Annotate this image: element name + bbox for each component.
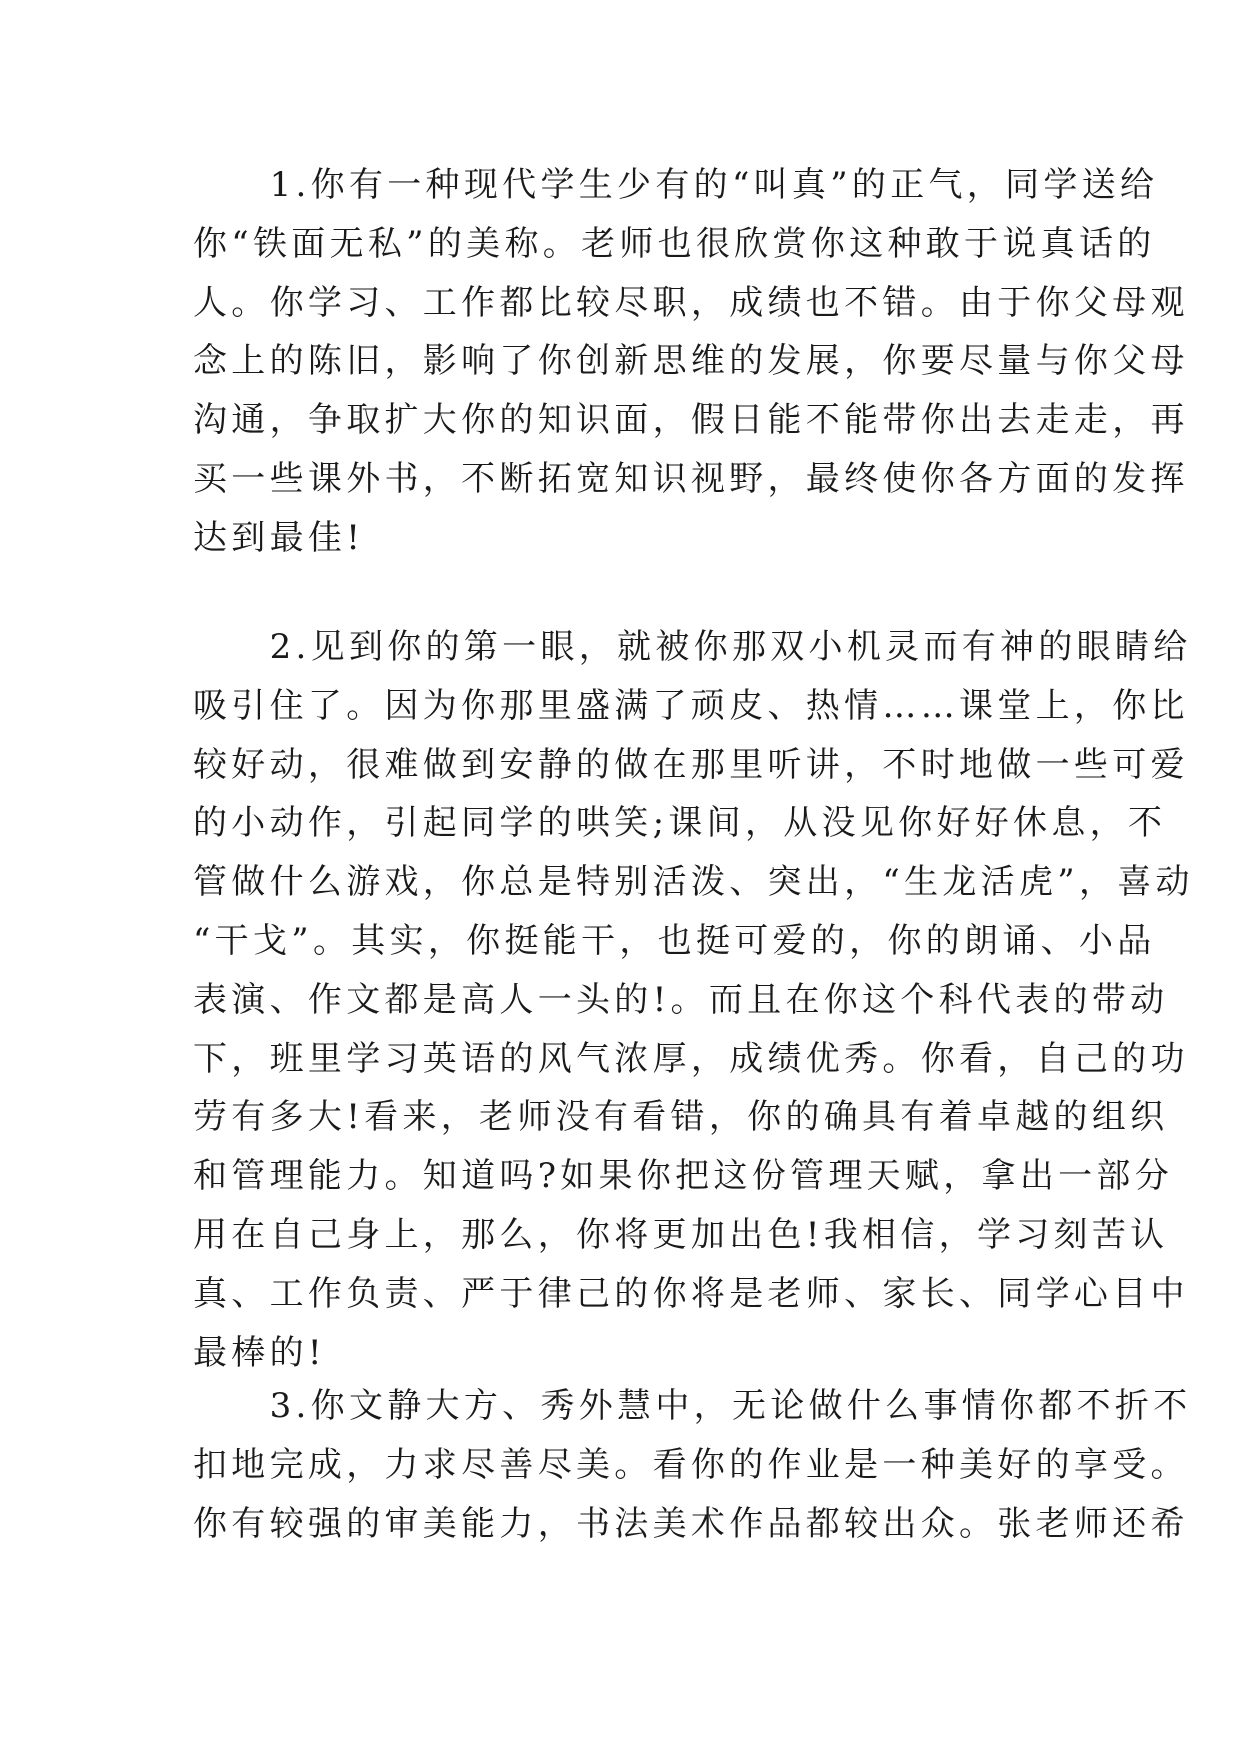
- paragraph-2-line-7: 表演、作文都是高人一头的!。而且在你这个科代表的带动: [193, 979, 1169, 1020]
- paragraph-3-line-2: 扣地完成，力求尽善尽美。看你的作业是一种美好的享受。: [193, 1444, 1189, 1485]
- paragraph-2-line-4: 的小动作，引起同学的哄笑;课间，从没见你好好休息，不: [193, 803, 1167, 844]
- paragraph-2-line-13: 最棒的!: [193, 1332, 326, 1373]
- paragraph-1: [193, 156, 1189, 568]
- paragraph-3-line-1: 3.你文静大方、秀外慧中，无论做什么事情你都不折不: [193, 1386, 1192, 1426]
- paragraph-2-line-9: 劳有多大!看来，老师没有看错，你的确具有着卓越的组织: [193, 1097, 1169, 1138]
- paragraph-2-line-6: “干戈”。其实，你挺能干，也挺可爱的，你的朗诵、小品: [193, 920, 1156, 961]
- paragraph-1-line-7: 达到最佳!: [193, 517, 365, 558]
- paragraph-3-line-3: 你有较强的审美能力，书法美术作品都较出众。张老师还希: [193, 1503, 1189, 1544]
- paragraph-2-line-12: 真、工作负责、严于律己的你将是老师、家长、同学心目中: [193, 1273, 1189, 1314]
- paragraph-2-line-1: 2.见到你的第一眼，就被你那双小机灵而有神的眼睛给: [193, 627, 1192, 667]
- paragraph-2-line-5: 管做什么游戏，你总是特别活泼、突出，“生龙活虎”，喜动: [193, 862, 1194, 903]
- paragraph-1-line-2: 你“铁面无私”的美称。老师也很欣赏你这种敢于说真话的: [193, 223, 1156, 264]
- paragraph-2-line-8: 下，班里学习英语的风气浓厚，成绩优秀。你看，自己的功: [193, 1038, 1189, 1079]
- paragraph-2-line-2: 吸引住了。因为你那里盛满了顽皮、热情……课堂上，你比: [193, 685, 1189, 726]
- paragraph-1-line-1: 1.你有一种现代学生少有的“叫真”的正气，同学送给: [193, 165, 1159, 205]
- paragraph-3: [193, 1377, 1192, 1553]
- paragraph-2-line-10: 和管理能力。知道吗?如果你把这份管理天赋，拿出一部分: [193, 1156, 1174, 1197]
- paragraph-1-line-5: 沟通，争取扩大你的知识面，假日能不能带你出去走走，再: [193, 400, 1189, 441]
- paragraph-1-line-4: 念上的陈旧，影响了你创新思维的发展，你要尽量与你父母: [193, 341, 1189, 382]
- paragraph-1-line-6: 买一些课外书，不断拓宽知识视野，最终使你各方面的发挥: [193, 458, 1189, 499]
- paragraph-2: [193, 618, 1194, 1382]
- paragraph-2-line-11: 用在自己身上，那么，你将更加出色!我相信，学习刻苦认: [193, 1214, 1169, 1255]
- paragraph-2-line-3: 较好动，很难做到安静的做在那里听讲，不时地做一些可爱: [193, 744, 1189, 785]
- paragraph-1-line-3: 人。你学习、工作都比较尽职，成绩也不错。由于你父母观: [193, 282, 1189, 323]
